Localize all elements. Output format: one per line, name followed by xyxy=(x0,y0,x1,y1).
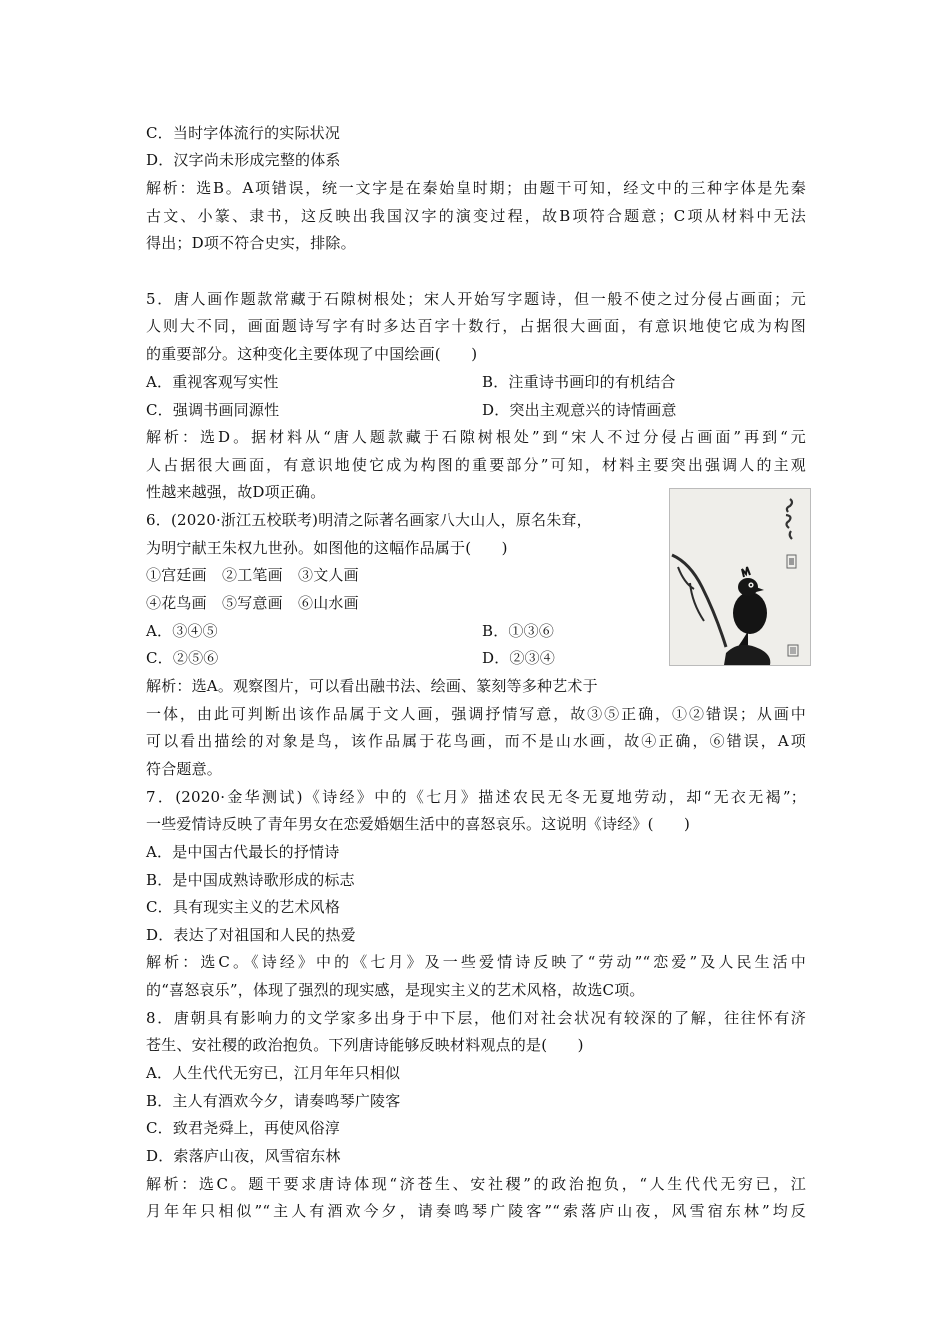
q4-option-d: D．汉字尚未形成完整的体系 xyxy=(146,151,341,169)
q6-option-d: D．②③④ xyxy=(482,649,556,667)
q7-option-d: D．表达了对祖国和人民的热爱 xyxy=(146,926,356,944)
q6-analysis-line-3: 可以看出描绘的对象是鸟，该作品属于花鸟画，而不是山水画，故④正确，⑥错误，A项 xyxy=(146,732,806,750)
q5-option-c: C．强调书画同源性 xyxy=(146,401,280,419)
q6-analysis-line-2: 一体，由此可判断出该作品属于文人画，强调抒情写意，故③⑤正确，①②错误；从画中 xyxy=(146,705,806,723)
q7-analysis-line-2: 的“喜怒哀乐”，体现了强烈的现实感，是现实主义的艺术风格，故选C项。 xyxy=(146,981,645,999)
q6-stem-line-2: 为明宁献王朱权九世孙。如图他的这幅作品属于( ) xyxy=(146,539,508,557)
q5-stem-line-1: 5．唐人画作题款常藏于石隙树根处；宋人开始写字题诗，但一般不使之过分侵占画面；元 xyxy=(146,290,806,308)
q5-stem-line-2: 人则大不同，画面题诗写字有时多达百字十数行，占据很大画面，有意识地使它成为构图 xyxy=(146,317,806,335)
q8-stem-line-1: 8．唐朝具有影响力的文学家多出身于中下层，他们对社会状况有较深的了解，往往怀有济 xyxy=(146,1009,806,1027)
q5-option-b: B．注重诗书画印的有机结合 xyxy=(482,373,676,391)
q7-analysis-line-1: 解析：选C。《诗经》中的《七月》及一些爱情诗反映了“劳动”“恋爱”及人民生活中 xyxy=(146,953,806,971)
q6-option-c: C．②⑤⑥ xyxy=(146,649,219,667)
q5-option-d: D．突出主观意兴的诗情画意 xyxy=(482,401,677,419)
q6-analysis-line-4: 符合题意。 xyxy=(146,760,223,778)
q8-option-b: B．主人有酒欢今夕，请奏鸣琴广陵客 xyxy=(146,1092,401,1110)
q5-analysis-line-3: 性越来越强，故D项正确。 xyxy=(146,483,326,501)
bird-on-branch-image xyxy=(670,489,810,665)
q6-option-b: B．①③⑥ xyxy=(482,622,555,640)
q8-stem-line-2: 苍生、安社稷的政治抱负。下列唐诗能够反映材料观点的是( ) xyxy=(146,1036,584,1054)
q6-option-a: A．③④⑤ xyxy=(146,622,218,640)
q7-option-a: A．是中国古代最长的抒情诗 xyxy=(146,843,340,861)
q6-choices-row-1: ①宫廷画 ②工笔画 ③文人画 xyxy=(146,566,359,584)
q5-analysis-line-2: 人占据很大画面，有意识地使它成为构图的重要部分”可知，材料主要突出强调人的主观 xyxy=(146,456,806,474)
q8-option-a: A．人生代代无穷已，江月年年只相似 xyxy=(146,1064,401,1082)
q7-stem-line-2: 一些爱情诗反映了青年男女在恋爱婚姻生活中的喜怒哀乐。这说明《诗经》( ) xyxy=(146,815,691,833)
q8-option-d: D．索落庐山夜，风雪宿东林 xyxy=(146,1147,341,1165)
q8-analysis-line-2: 月年年只相似”“主人有酒欢今夕，请奏鸣琴广陵客”“索落庐山夜，风雪宿东林”均反 xyxy=(146,1202,806,1220)
q4-option-c: C．当时字体流行的实际状况 xyxy=(146,124,341,142)
q4-analysis-line-2: 古文、小篆、隶书，这反映出我国汉字的演变过程，故B项符合题意；C项从材料中无法 xyxy=(146,207,806,225)
q5-stem-line-3: 的重要部分。这种变化主要体现了中国绘画( ) xyxy=(146,345,478,363)
q7-stem-line-1: 7．(2020·金华测试)《诗经》中的《七月》描述农民无冬无夏地劳动，却“无衣无褐”； xyxy=(146,788,806,806)
q6-analysis-line-1: 解析：选A。观察图片，可以看出融书法、绘画、篆刻等多种艺术于 xyxy=(146,677,598,695)
q4-analysis-line-1: 解析：选B。A项错误，统一文字是在秦始皇时期；由题干可知，经文中的三种字体是先秦 xyxy=(146,179,806,197)
bada-shanren-bird-painting xyxy=(669,488,811,666)
q8-analysis-line-1: 解析：选C。题干要求唐诗体现“济苍生、安社稷”的政治抱负，“人生代代无穷已，江 xyxy=(146,1175,806,1193)
q7-option-b: B．是中国成熟诗歌形成的标志 xyxy=(146,871,355,889)
q6-choices-row-2: ④花鸟画 ⑤写意画 ⑥山水画 xyxy=(146,594,359,612)
q5-analysis-line-1: 解析：选D。据材料从“唐人题款藏于石隙树根处”到“宋人不过分侵占画面”再到“元 xyxy=(146,428,806,446)
q6-stem-line-1: 6．(2020·浙江五校联考)明清之际著名画家八大山人，原名朱耷， xyxy=(146,511,592,529)
q8-option-c: C．致君尧舜上，再使风俗淳 xyxy=(146,1119,341,1137)
q4-analysis-line-3: 得出；D项不符合史实，排除。 xyxy=(146,234,356,252)
q5-option-a: A．重视客观写实性 xyxy=(146,373,279,391)
q7-option-c: C．具有现实主义的艺术风格 xyxy=(146,898,341,916)
